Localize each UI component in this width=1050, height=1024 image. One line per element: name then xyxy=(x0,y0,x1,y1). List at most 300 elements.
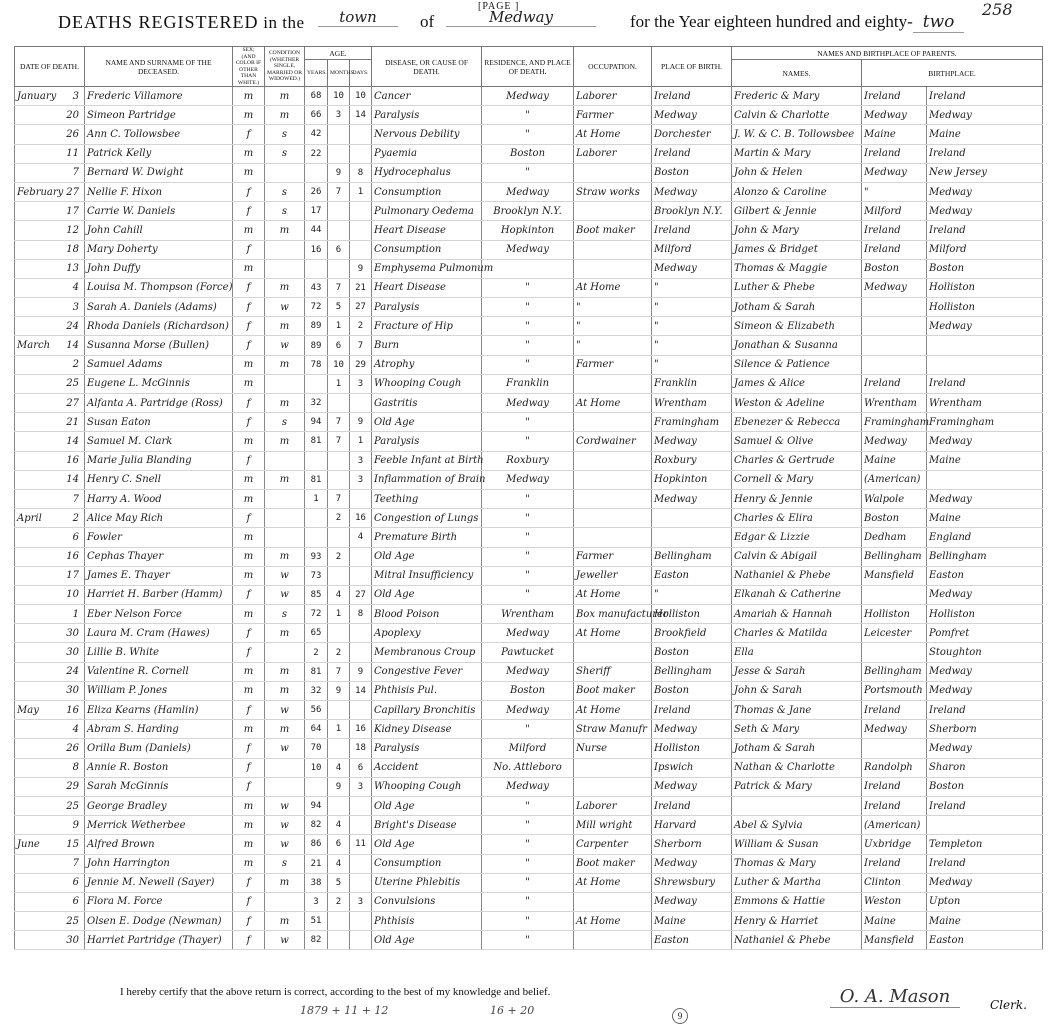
cell-age-years: 81 xyxy=(305,662,328,681)
cell-place-of-birth: Boston xyxy=(652,643,732,662)
cell-occupation: At Home xyxy=(574,701,652,720)
cell-place-of-birth: Medway xyxy=(652,106,732,125)
cell-condition: w xyxy=(265,796,305,815)
cell-month xyxy=(15,451,85,470)
cell-age-months: 4 xyxy=(328,816,350,835)
cell-occupation: At Home xyxy=(574,912,652,931)
cell-sex: f xyxy=(233,892,265,911)
cell-deceased-name: Alfred Brown xyxy=(85,835,233,854)
cell-deceased-name: Susanna Morse (Bullen) xyxy=(85,336,233,355)
cell-condition: m xyxy=(265,873,305,892)
cell-day: 18 xyxy=(66,244,79,256)
cell-deceased-name: Patrick Kelly xyxy=(85,144,233,163)
table-row xyxy=(15,528,1043,547)
cell-condition xyxy=(265,451,305,470)
cell-parent-names: Charles & Elira xyxy=(732,509,862,528)
cell-condition: w xyxy=(265,336,305,355)
cell-parent-birthplace-2: Templeton xyxy=(927,835,1043,854)
cell-month xyxy=(15,355,85,374)
cell-sex: f xyxy=(233,701,265,720)
cell-deceased-name: Valentine R. Cornell xyxy=(85,662,233,681)
cell-parent-birthplace-2: Bellingham xyxy=(927,547,1043,566)
cell-day: 2 xyxy=(72,512,79,524)
cell-place-of-birth: Ireland xyxy=(652,144,732,163)
cell-age-days xyxy=(350,701,372,720)
cell-age-days: 18 xyxy=(350,739,372,758)
cell-age-days xyxy=(350,816,372,835)
cell-month xyxy=(15,470,85,489)
cell-day: 6 xyxy=(72,877,79,889)
cell-sex: m xyxy=(233,854,265,873)
cell-residence: " xyxy=(482,317,574,336)
table-row xyxy=(15,892,1043,911)
cell-day: 12 xyxy=(66,224,79,236)
table-row xyxy=(15,701,1043,720)
cell-age-years: 32 xyxy=(305,681,328,700)
cell-day: 16 xyxy=(66,704,79,716)
cell-day: 25 xyxy=(66,800,79,812)
cell-place-of-birth: Roxbury xyxy=(652,451,732,470)
cell-place-of-birth: Medway xyxy=(652,854,732,873)
cell-age-months xyxy=(328,912,350,931)
cell-occupation: Boot maker xyxy=(574,854,652,873)
cell-deceased-name: Eliza Kearns (Hamlin) xyxy=(85,701,233,720)
cell-deceased-name: Jennie M. Newell (Sayer) xyxy=(85,873,233,892)
cell-place-of-birth: Bellingham xyxy=(652,662,732,681)
cell-residence: " xyxy=(482,547,574,566)
cell-parent-names: John & Mary xyxy=(732,221,862,240)
cell-cause: Bright's Disease xyxy=(372,816,482,835)
cell-age-years: 38 xyxy=(305,873,328,892)
cell-age-days xyxy=(350,240,372,259)
cell-deceased-name: John Cahill xyxy=(85,221,233,240)
cell-residence: " xyxy=(482,816,574,835)
table-row xyxy=(15,605,1043,624)
title-mid: in the xyxy=(263,13,305,32)
cell-cause: Old Age xyxy=(372,413,482,432)
cell-parent-birthplace-1: Medway xyxy=(862,163,927,182)
cell-age-days: 1 xyxy=(350,432,372,451)
cell-deceased-name: John Harrington xyxy=(85,854,233,873)
cell-age-years: 81 xyxy=(305,470,328,489)
cell-cause: Paralysis xyxy=(372,106,482,125)
cell-day: 14 xyxy=(66,340,79,352)
cell-residence: No. Attleboro xyxy=(482,758,574,777)
cell-month-name: February xyxy=(17,186,64,198)
cell-parent-birthplace-2: Medway xyxy=(927,585,1043,604)
cell-residence: Roxbury xyxy=(482,451,574,470)
cell-age-months xyxy=(328,796,350,815)
cell-month-name: March xyxy=(17,340,51,352)
cell-month xyxy=(15,374,85,393)
cell-parent-names: Nathaniel & Phebe xyxy=(732,566,862,585)
cell-place-of-birth: " xyxy=(652,317,732,336)
table-row xyxy=(15,355,1043,374)
cell-age-days: 10 xyxy=(350,87,372,106)
cell-age-days xyxy=(350,489,372,508)
cell-age-months: 4 xyxy=(328,758,350,777)
cell-parent-birthplace-1: Ireland xyxy=(862,701,927,720)
cell-occupation xyxy=(574,509,652,528)
cell-age-days: 4 xyxy=(350,528,372,547)
cell-residence: Medway xyxy=(482,624,574,643)
cell-day: 2 xyxy=(72,359,79,371)
cell-condition xyxy=(265,259,305,278)
cell-month xyxy=(15,163,85,182)
table-row xyxy=(15,221,1043,240)
cell-deceased-name: Merrick Wetherbee xyxy=(85,816,233,835)
cell-occupation xyxy=(574,777,652,796)
cell-residence: Boston xyxy=(482,681,574,700)
cell-deceased-name: John Duffy xyxy=(85,259,233,278)
cell-parent-names: Thomas & Mary xyxy=(732,854,862,873)
cell-sex: m xyxy=(233,355,265,374)
cell-residence: Medway xyxy=(482,701,574,720)
cell-parent-names: Luther & Phebe xyxy=(732,278,862,297)
cell-parent-birthplace-2: Sherborn xyxy=(927,720,1043,739)
col-age-days: DAYS. xyxy=(350,60,372,87)
cell-age-months: 5 xyxy=(328,873,350,892)
cell-age-months: 3 xyxy=(328,106,350,125)
cell-parent-names: Abel & Sylvia xyxy=(732,816,862,835)
cell-occupation: " xyxy=(574,336,652,355)
cell-parent-names: Calvin & Charlotte xyxy=(732,106,862,125)
cell-condition xyxy=(265,374,305,393)
col-age-years: YEARS. xyxy=(305,60,328,87)
cell-parent-birthplace-1: Leicester xyxy=(862,624,927,643)
cell-parent-birthplace-1: Ireland xyxy=(862,777,927,796)
cell-condition xyxy=(265,528,305,547)
cell-place-of-birth: Medway xyxy=(652,777,732,796)
cell-month xyxy=(15,182,85,201)
cell-occupation: " xyxy=(574,317,652,336)
cell-day: 1 xyxy=(72,608,79,620)
cell-place-of-birth: Ireland xyxy=(652,796,732,815)
cell-age-years: 86 xyxy=(305,835,328,854)
cell-deceased-name: Susan Eaton xyxy=(85,413,233,432)
cell-day: 25 xyxy=(66,915,79,927)
cell-age-years xyxy=(305,509,328,528)
cell-residence: " xyxy=(482,892,574,911)
col-name: NAME AND SURNAME OF THE DECEASED. xyxy=(85,47,233,87)
cell-age-months: 2 xyxy=(328,643,350,662)
cell-day: 7 xyxy=(72,167,79,179)
cell-day: 4 xyxy=(72,282,79,294)
cell-parent-birthplace-1 xyxy=(862,355,927,374)
cell-age-months xyxy=(328,739,350,758)
year-suffix: two xyxy=(913,12,965,33)
table-row xyxy=(15,624,1043,643)
cell-place-of-birth: " xyxy=(652,278,732,297)
cell-sex: m xyxy=(233,489,265,508)
cell-age-years: 93 xyxy=(305,547,328,566)
cell-cause: Fracture of Hip xyxy=(372,317,482,336)
cell-parent-names: Gilbert & Jennie xyxy=(732,202,862,221)
cell-age-days xyxy=(350,547,372,566)
cell-parent-birthplace-1 xyxy=(862,298,927,317)
cell-parent-birthplace-2: Wrentham xyxy=(927,394,1043,413)
cell-day: 27 xyxy=(66,186,79,198)
cell-age-months: 4 xyxy=(328,854,350,873)
cell-parent-birthplace-2: Maine xyxy=(927,509,1043,528)
cell-parent-names: Ella xyxy=(732,643,862,662)
cell-month-name: June xyxy=(17,838,40,850)
cell-age-years: 94 xyxy=(305,413,328,432)
cell-month xyxy=(15,394,85,413)
cell-occupation: Carpenter xyxy=(574,835,652,854)
cell-deceased-name: Carrie W. Daniels xyxy=(85,202,233,221)
cell-place-of-birth: Brookfield xyxy=(652,624,732,643)
cell-parent-names: Elkanah & Catherine xyxy=(732,585,862,604)
cell-age-months: 7 xyxy=(328,432,350,451)
clerk-label: Clerk. xyxy=(990,998,1027,1012)
cell-deceased-name: Sarah McGinnis xyxy=(85,777,233,796)
cell-residence: Medway xyxy=(482,182,574,201)
deaths-register-table xyxy=(14,46,1043,950)
cell-age-months xyxy=(328,221,350,240)
cell-occupation xyxy=(574,892,652,911)
cell-month xyxy=(15,777,85,796)
cell-deceased-name: Marie Julia Blanding xyxy=(85,451,233,470)
cell-age-days xyxy=(350,221,372,240)
cell-sex: m xyxy=(233,835,265,854)
cell-occupation: At Home xyxy=(574,585,652,604)
cell-condition: w xyxy=(265,701,305,720)
cell-day: 30 xyxy=(66,685,79,697)
cell-day: 3 xyxy=(72,90,79,102)
cell-age-months: 7 xyxy=(328,662,350,681)
cell-day: 17 xyxy=(66,570,79,582)
cell-cause: Consumption xyxy=(372,182,482,201)
cell-parent-birthplace-1: (American) xyxy=(862,470,927,489)
cell-sex: m xyxy=(233,547,265,566)
cell-sex: m xyxy=(233,259,265,278)
cell-age-years: 82 xyxy=(305,931,328,950)
cell-deceased-name: Frederic Villamore xyxy=(85,87,233,106)
cell-sex: m xyxy=(233,720,265,739)
cell-age-years: 2 xyxy=(305,643,328,662)
cell-sex: m xyxy=(233,681,265,700)
cell-occupation xyxy=(574,489,652,508)
cell-age-years: 1 xyxy=(305,489,328,508)
cell-parent-names: Martin & Mary xyxy=(732,144,862,163)
page-number: 258 xyxy=(982,0,1013,19)
table-row xyxy=(15,87,1043,106)
cell-parent-birthplace-2: Medway xyxy=(927,873,1043,892)
cell-parent-birthplace-2: Boston xyxy=(927,259,1043,278)
cell-parent-birthplace-2 xyxy=(927,816,1043,835)
table-row xyxy=(15,585,1043,604)
cell-parent-names: James & Bridget xyxy=(732,240,862,259)
cell-cause: Old Age xyxy=(372,796,482,815)
table-row xyxy=(15,758,1043,777)
cell-parent-names: Luther & Martha xyxy=(732,873,862,892)
cell-condition xyxy=(265,509,305,528)
cell-cause: Convulsions xyxy=(372,892,482,911)
cell-age-months xyxy=(328,144,350,163)
cell-occupation: " xyxy=(574,298,652,317)
table-row xyxy=(15,720,1043,739)
cell-parent-birthplace-2: Ireland xyxy=(927,144,1043,163)
cell-month xyxy=(15,278,85,297)
cell-place-of-birth: Bellingham xyxy=(652,547,732,566)
cell-parent-birthplace-2: Holliston xyxy=(927,278,1043,297)
cell-cause: Atrophy xyxy=(372,355,482,374)
cell-month xyxy=(15,125,85,144)
cell-occupation xyxy=(574,259,652,278)
cell-age-months xyxy=(328,451,350,470)
cell-place-of-birth: Medway xyxy=(652,489,732,508)
cell-sex: f xyxy=(233,240,265,259)
cell-day: 13 xyxy=(66,263,79,275)
cell-age-years: 32 xyxy=(305,394,328,413)
cell-month xyxy=(15,720,85,739)
cell-age-years: 85 xyxy=(305,585,328,604)
cell-occupation xyxy=(574,470,652,489)
table-row xyxy=(15,413,1043,432)
table-row xyxy=(15,451,1043,470)
cell-condition: m xyxy=(265,720,305,739)
cell-age-years xyxy=(305,374,328,393)
cell-age-months xyxy=(328,202,350,221)
cell-month xyxy=(15,87,85,106)
cell-age-days xyxy=(350,394,372,413)
cell-age-days: 27 xyxy=(350,298,372,317)
cell-parent-birthplace-1: Clinton xyxy=(862,873,927,892)
cell-occupation xyxy=(574,643,652,662)
cell-month xyxy=(15,873,85,892)
cell-parent-names: John & Helen xyxy=(732,163,862,182)
cell-parent-names: Patrick & Mary xyxy=(732,777,862,796)
cell-age-months: 4 xyxy=(328,585,350,604)
cell-place-of-birth: Medway xyxy=(652,432,732,451)
register-title xyxy=(58,12,305,33)
cell-sex: f xyxy=(233,394,265,413)
cell-age-months: 10 xyxy=(328,87,350,106)
cell-cause: Inflammation of Brain xyxy=(372,470,482,489)
cell-age-days: 6 xyxy=(350,758,372,777)
cell-cause: Pulmonary Oedema xyxy=(372,202,482,221)
cell-age-months: 9 xyxy=(328,777,350,796)
cell-residence: Boston xyxy=(482,144,574,163)
cell-sex: m xyxy=(233,796,265,815)
cell-parent-birthplace-2: Easton xyxy=(927,931,1043,950)
cell-cause: Paralysis xyxy=(372,739,482,758)
cell-cause: Phthisis xyxy=(372,912,482,931)
cell-parent-birthplace-2: Pomfret xyxy=(927,624,1043,643)
cell-parent-birthplace-1 xyxy=(862,739,927,758)
cell-place-of-birth: Shrewsbury xyxy=(652,873,732,892)
cell-deceased-name: Laura M. Cram (Hawes) xyxy=(85,624,233,643)
cell-age-years: 78 xyxy=(305,355,328,374)
cell-sex: f xyxy=(233,758,265,777)
cell-age-days xyxy=(350,624,372,643)
cell-age-years: 68 xyxy=(305,87,328,106)
cell-parent-birthplace-2: Medway xyxy=(927,739,1043,758)
cell-deceased-name: Simeon Partridge xyxy=(85,106,233,125)
cell-deceased-name: Eugene L. McGinnis xyxy=(85,374,233,393)
cell-sex: f xyxy=(233,585,265,604)
cell-occupation xyxy=(574,931,652,950)
cell-age-years: 65 xyxy=(305,624,328,643)
cell-condition: m xyxy=(265,355,305,374)
title-prefix: DEATHS REGISTERED xyxy=(58,12,259,32)
cell-deceased-name: Ann C. Tollowsbee xyxy=(85,125,233,144)
cell-occupation xyxy=(574,374,652,393)
cell-occupation xyxy=(574,163,652,182)
col-parent-names: NAMES. xyxy=(732,60,862,87)
cell-month xyxy=(15,106,85,125)
cell-occupation: Farmer xyxy=(574,547,652,566)
cell-month xyxy=(15,662,85,681)
cell-age-days: 3 xyxy=(350,451,372,470)
cell-condition: m xyxy=(265,470,305,489)
cell-sex: f xyxy=(233,317,265,336)
cell-parent-birthplace-1: Boston xyxy=(862,259,927,278)
cell-cause: Membranous Croup xyxy=(372,643,482,662)
cell-cause: Old Age xyxy=(372,931,482,950)
cell-age-years xyxy=(305,163,328,182)
cell-age-years: 3 xyxy=(305,892,328,911)
table-row xyxy=(15,566,1043,585)
cell-parent-birthplace-1: Ireland xyxy=(862,796,927,815)
cell-deceased-name: Alfanta A. Partridge (Ross) xyxy=(85,394,233,413)
cell-month xyxy=(15,144,85,163)
cell-deceased-name: James E. Thayer xyxy=(85,566,233,585)
cell-age-days: 9 xyxy=(350,662,372,681)
cell-condition: s xyxy=(265,605,305,624)
cell-parent-birthplace-2: Medway xyxy=(927,432,1043,451)
cell-month xyxy=(15,566,85,585)
cell-age-years: 43 xyxy=(305,278,328,297)
cell-sex: f xyxy=(233,182,265,201)
cell-residence: Franklin xyxy=(482,374,574,393)
col-date-of-death: DATE OF DEATH. xyxy=(15,47,85,87)
cell-age-days xyxy=(350,796,372,815)
cell-age-months: 2 xyxy=(328,547,350,566)
cell-parent-birthplace-2: Maine xyxy=(927,451,1043,470)
table-row xyxy=(15,259,1043,278)
cell-cause: Capillary Bronchitis xyxy=(372,701,482,720)
table-row xyxy=(15,106,1043,125)
cell-day: 29 xyxy=(66,781,79,793)
cell-parent-names: Thomas & Maggie xyxy=(732,259,862,278)
cell-residence: Pawtucket xyxy=(482,643,574,662)
cell-residence: " xyxy=(482,528,574,547)
cell-parent-names: Simeon & Elizabeth xyxy=(732,317,862,336)
cell-age-days xyxy=(350,144,372,163)
cell-parent-birthplace-2: Ireland xyxy=(927,221,1043,240)
cell-place-of-birth: Ireland xyxy=(652,221,732,240)
cell-deceased-name: Lillie B. White xyxy=(85,643,233,662)
cell-age-days: 8 xyxy=(350,163,372,182)
cell-parent-names: Jonathan & Susanna xyxy=(732,336,862,355)
cell-condition xyxy=(265,163,305,182)
cell-cause: Consumption xyxy=(372,854,482,873)
table-row xyxy=(15,470,1043,489)
cell-residence: Wrentham xyxy=(482,605,574,624)
cell-month xyxy=(15,528,85,547)
cell-parent-birthplace-2: England xyxy=(927,528,1043,547)
cell-place-of-birth: Easton xyxy=(652,566,732,585)
cell-age-months: 7 xyxy=(328,489,350,508)
cell-age-months xyxy=(328,470,350,489)
table-row xyxy=(15,739,1043,758)
cell-cause: Feeble Infant at Birth xyxy=(372,451,482,470)
cell-age-days: 1 xyxy=(350,182,372,201)
cell-deceased-name: Olsen E. Dodge (Newman) xyxy=(85,912,233,931)
col-sex: SEX; (AND COLOR IF OTHER THAN WHITE.) xyxy=(233,47,265,87)
